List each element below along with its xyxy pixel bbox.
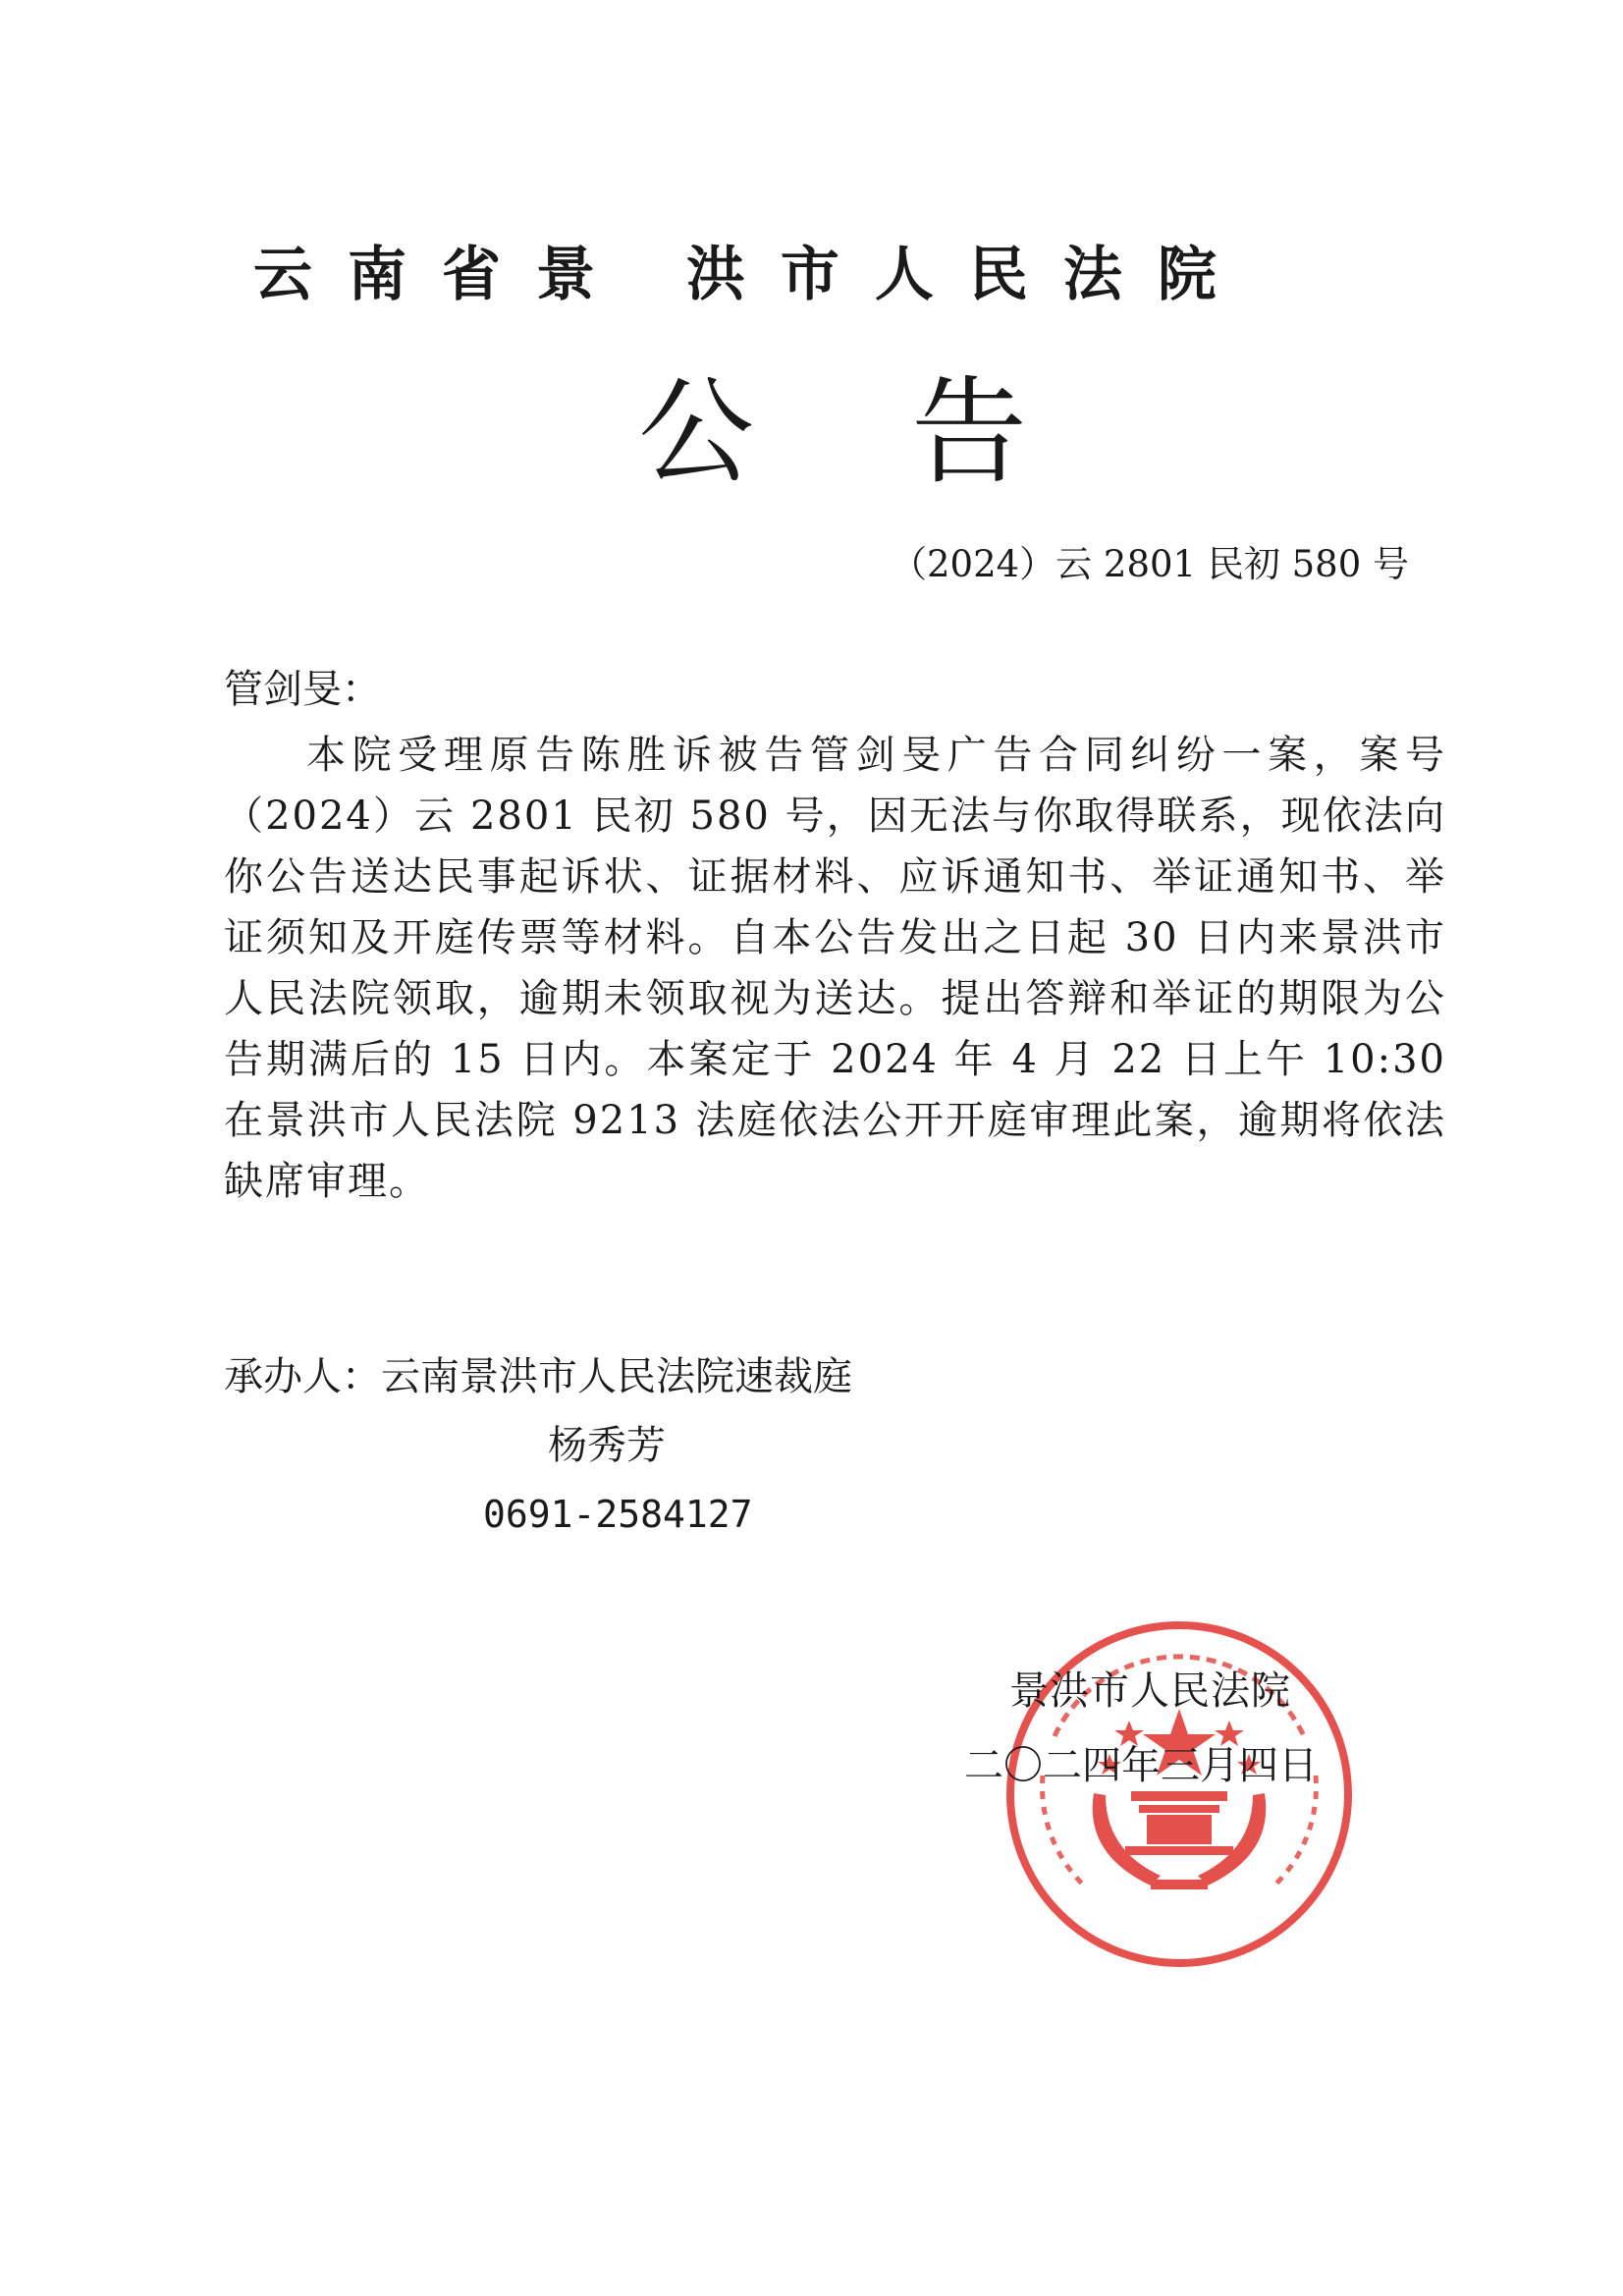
signature-date: 二〇二四年三月四日 bbox=[964, 1743, 1318, 1788]
case-number: （2024）云 2801 民初 580 号 bbox=[891, 543, 1409, 585]
handler-phone: 0691-2584127 bbox=[483, 1493, 753, 1536]
court-name-heading: 云南省景 洪市人民法院 bbox=[253, 241, 1252, 309]
notice-body: 本院受理原告陈胜诉被告管剑旻广告合同纠纷一案，案号（2024）云 2801 民初 580 号，因无法与你取得联系，现依法向你公告送达民事起诉状、证据材料、应诉通知书、举证通知书、举证须知及开庭传票等材料。自本公告发出之日起 30 日内来景洪市人民法院领取，逾期未领取视为送达。提出答辩和举证的期限为公告期满后的 15 日内。本案定于 2024 年 4 月 22 日上午 10:30 在景洪市人民法院 9213 法庭依法公开开庭审理此案，逾期将依法缺席审理。 bbox=[224, 733, 1446, 1204]
addressee: 管剑旻： bbox=[224, 667, 381, 712]
handler-name: 杨秀芳 bbox=[548, 1423, 666, 1468]
handler-department: 承办人：云南景洪市人民法院速裁庭 bbox=[224, 1354, 852, 1399]
notice-title: 公告 bbox=[638, 364, 1185, 500]
signature-court: 景洪市人民法院 bbox=[1009, 1668, 1291, 1714]
